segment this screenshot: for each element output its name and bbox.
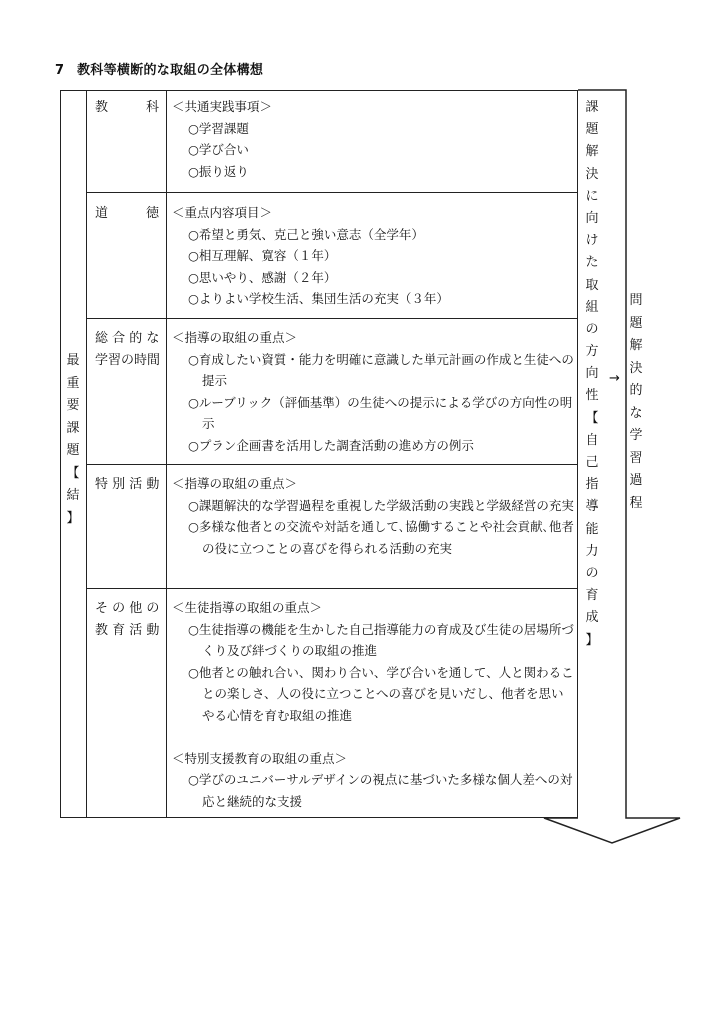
- left-label-most-important-issue: [65, 350, 81, 530]
- list-item: ○よりよい学校生活、集団生活の充実（３年）: [188, 291, 449, 306]
- section-number: 7: [55, 63, 65, 78]
- vertical-char: 自: [585, 432, 599, 448]
- row-content: [172, 202, 574, 310]
- row-subject: [95, 203, 159, 225]
- subject-char: 道: [95, 206, 109, 221]
- subject-line: 特 別 活 動: [95, 477, 160, 492]
- vertical-char: 習: [629, 450, 643, 466]
- list-item: ○生徒指導の機能を生かした自己指導能力の育成及び生徒の居場所づくり及び絆づくりの取組の推進: [188, 621, 574, 658]
- content-header: ＜共通実践事項＞: [172, 99, 273, 114]
- subject-line: 教 育 活 動: [95, 623, 160, 638]
- row-subject: [95, 598, 159, 642]
- vertical-char: け: [585, 233, 599, 249]
- list-item: ○学習課題: [188, 120, 249, 136]
- vertical-char: 要: [66, 398, 80, 413]
- vertical-char: 】: [66, 510, 80, 526]
- vertical-char: 的: [629, 383, 643, 398]
- list-item: ○学び合い: [188, 142, 249, 157]
- vertical-char: 組: [585, 299, 599, 315]
- vertical-char: 解: [629, 338, 643, 353]
- list-item: ○振り返り: [188, 163, 249, 179]
- vertical-char: 決: [629, 360, 643, 376]
- vertical-char: 過: [629, 473, 643, 488]
- vertical-char: 解: [585, 144, 599, 160]
- vertical-char: 向: [585, 366, 599, 382]
- subject-line: 学習の時間: [95, 353, 161, 368]
- vertical-char: の: [585, 321, 599, 337]
- section-title: 教科等横断的な取組の全体構想: [77, 63, 264, 78]
- list-item: ○相互理解、寛容（１年）: [188, 248, 337, 263]
- subject-char: 徳: [145, 206, 159, 221]
- vertical-char: 学: [629, 428, 643, 443]
- vertical-char: 課: [585, 100, 599, 115]
- vertical-char: た: [585, 255, 599, 271]
- vertical-char: 問: [629, 293, 643, 308]
- vertical-char: 向: [585, 210, 599, 226]
- vertical-char: 力: [585, 543, 599, 559]
- content-header: ＜指導の取組の重点＞: [172, 330, 298, 345]
- vertical-char: 導: [585, 499, 599, 515]
- vertical-char: 題: [629, 315, 643, 331]
- vertical-char: 重: [66, 375, 80, 391]
- content-header: ＜重点内容項目＞: [172, 205, 273, 220]
- row-subject: [95, 474, 159, 496]
- vertical-char: 】: [585, 632, 599, 648]
- vertical-char: に: [585, 188, 599, 204]
- list-item: ○思いやり、感謝（２年）: [188, 269, 337, 285]
- vertical-char: 性: [585, 388, 599, 404]
- row-subject: [95, 328, 159, 372]
- vertical-char: 成: [585, 610, 599, 626]
- vertical-char: 結: [66, 488, 80, 503]
- right-label-problem-solving-process: [628, 290, 644, 515]
- vertical-char: 取: [585, 277, 599, 293]
- subject-line: そ の 他 の: [95, 601, 160, 616]
- list-item: ○希望と勇気、克己と強い意志（全学年）: [188, 226, 424, 242]
- row-content: [172, 473, 574, 559]
- vertical-char: 題: [66, 443, 80, 458]
- row-content: [172, 96, 574, 182]
- content-header: ＜生徒指導の取組の重点＞: [172, 600, 323, 615]
- list-item: ○プラン企画書を活用した調査活動の進め方の例示: [188, 437, 474, 453]
- subject-char: 科: [145, 100, 159, 115]
- row-content: [172, 327, 574, 456]
- subject-line: 総 合 的 な: [95, 331, 160, 346]
- row-subject: [95, 97, 159, 119]
- list-item: ○多様な他者との交流や対話を通して､協働することや社会貢献､他者の役に立つことの喜びを得られる活動の充実: [188, 519, 574, 556]
- vertical-char: 最: [66, 353, 80, 368]
- spacer: [172, 726, 574, 748]
- vertical-char: 決: [585, 166, 599, 182]
- subject-char: 教: [95, 100, 109, 115]
- arrow-label-direction: [584, 97, 600, 652]
- vertical-char: の: [585, 565, 599, 581]
- vertical-char: 題: [585, 122, 599, 138]
- list-item: ○学びのユニバーサルデザインの視点に基づいた多様な個人差への対応と継続的な支援: [188, 772, 573, 809]
- vertical-char: 育: [585, 588, 599, 604]
- vertical-char: 【: [585, 410, 599, 426]
- vertical-char: な: [629, 405, 643, 421]
- list-item: ○育成したい資質・能力を明確に意識した単元計画の作成と生徒への提示: [188, 351, 574, 388]
- list-item: ○ルーブリック（評価基準）の生徒への提示による学びの方向性の明示: [188, 394, 573, 431]
- vertical-char: 程: [629, 495, 643, 511]
- row-content: [172, 597, 574, 812]
- content-header: ＜特別支援教育の取組の重点＞: [172, 750, 348, 766]
- content-header: ＜指導の取組の重点＞: [172, 476, 298, 491]
- list-item: ○他者との触れ合い、関わり合い、学び合いを通して、人と関わることの楽しさ、人の役に立つことへの喜びを見いだし、他者を思いやる心情を育む取組の推進: [188, 664, 574, 723]
- vertical-char: 課: [66, 420, 80, 436]
- vertical-char: 指: [585, 477, 599, 493]
- vertical-char: 能: [585, 521, 599, 537]
- vertical-char: 方: [585, 344, 599, 360]
- list-item: ○課題解決的な学習過程を重視した学級活動の実践と学級経営の充実: [188, 497, 574, 513]
- vertical-char: 己: [585, 455, 599, 470]
- vertical-char: 【: [66, 465, 80, 481]
- right-arrow-icon: →: [609, 371, 620, 386]
